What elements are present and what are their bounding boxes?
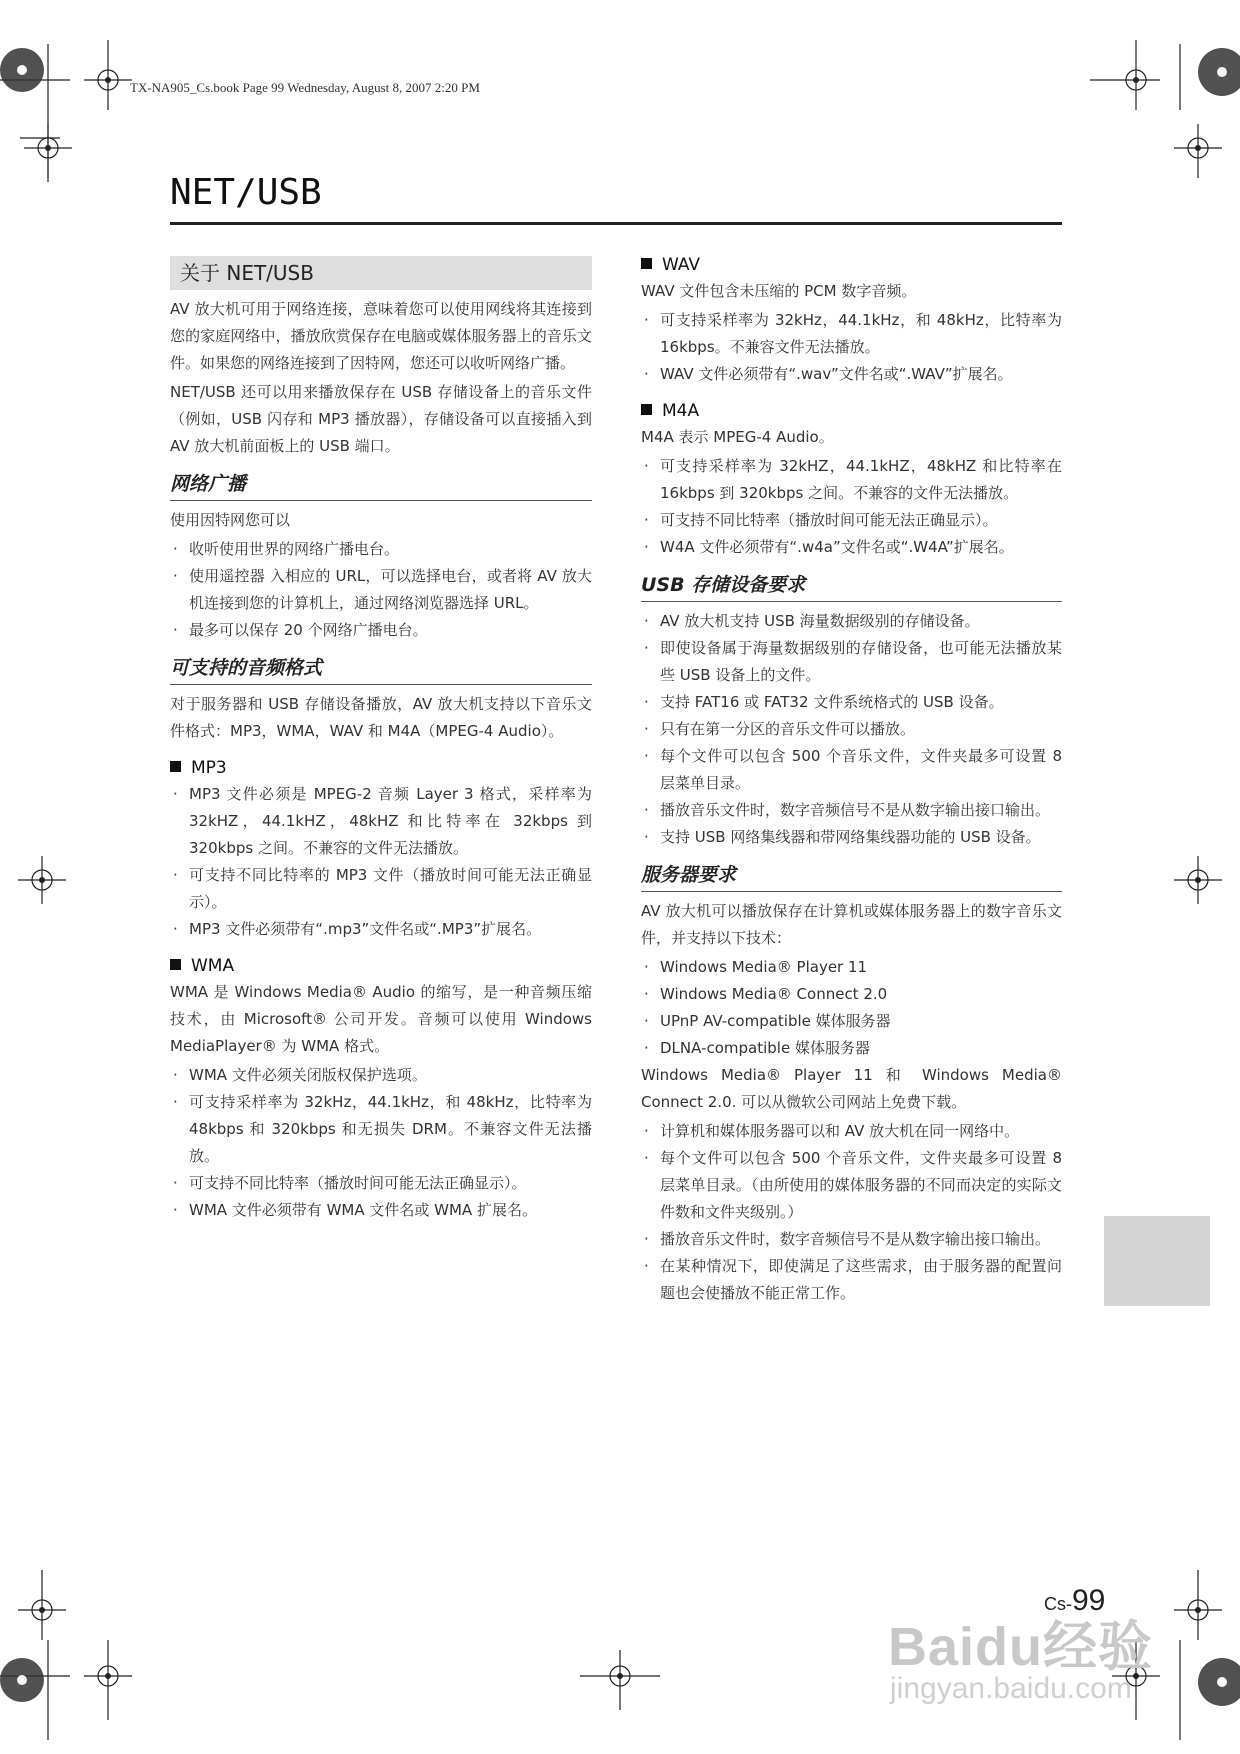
mp3-list: [170, 781, 592, 943]
mp3-subheading: MP3: [170, 755, 592, 781]
page-number: Cs-99: [1044, 1584, 1106, 1617]
page-title: NET/USB: [170, 172, 322, 213]
radio-intro: 使用因特网您可以: [170, 511, 291, 529]
list-item: · WMA 文件必须关闭版权保护选项。: [170, 1062, 592, 1089]
wav-list: [641, 307, 1062, 388]
list-item: · 可支持采样率为 32kHz，44.1kHz，和 48kHz，比特率为 48kbps 和 320kbps 和无损失 DRM。不兼容文件无法播放。: [170, 1089, 592, 1170]
server-tech-list: [641, 954, 1062, 1062]
server-intro: AV 放大机可以播放保存在计算机或媒体服务器上的数字音乐文件，并支持以下技术：: [641, 902, 1062, 947]
list-item: · 可支持采样率为 32kHz，44.1kHz，和 48kHz，比特率为 16kbps。不兼容文件无法播放。: [641, 307, 1062, 361]
about-paragraph-2: NET/USB 还可以用来播放保存在 USB 存储设备上的音乐文件（例如，USB 闪存和 MP3 播放器），存储设备可以直接插入到 AV 放大机前面板上的 USB 端口。: [170, 383, 592, 455]
title-rule: [170, 222, 1062, 225]
wav-subheading: WAV: [641, 252, 1062, 278]
list-item: · 支持 FAT16 或 FAT32 文件系统格式的 USB 设备。: [641, 689, 1062, 716]
formats-intro: 对于服务器和 USB 存储设备播放，AV 放大机支持以下音乐文件格式：MP3，WMA，WAV 和 M4A（MPEG-4 Audio）。: [170, 695, 592, 740]
server-note: Windows Media® Player 11 和 Windows Media® Connect 2.0. 可以从微软公司网站上免费下载。: [641, 1066, 1062, 1111]
server-heading: 服务器要求: [641, 861, 1062, 892]
m4a-list: [641, 453, 1062, 561]
server-list: [641, 1118, 1062, 1307]
about-paragraph-1: AV 放大机可用于网络连接，意味着您可以使用网线将其连接到您的家庭网络中，播放欣赏保存在电脑或媒体服务器上的音乐文件。如果您的网络连接到了因特网，您还可以收听网络广播。: [170, 300, 592, 372]
wma-list: [170, 1062, 592, 1224]
m4a-subheading: M4A: [641, 398, 1062, 424]
radio-heading: 网络广播: [170, 470, 592, 501]
wma-subheading: WMA: [170, 953, 592, 979]
wma-intro: WMA 是 Windows Media® Audio 的缩写，是一种音频压缩技术，由 Microsoft® 公司开发。音频可以使用 Windows MediaPlayer® 为 WMA 格式。: [170, 983, 592, 1055]
list-item: · 收听使用世界的网络广播电台。: [170, 536, 592, 563]
list-item: · W4A 文件必须带有“.w4a”文件名或“.W4A”扩展名。: [641, 534, 1062, 561]
list-item: · 在某种情况下，即使满足了这些需求，由于服务器的配置问题也会使播放不能正常工作。: [641, 1253, 1062, 1307]
list-item: · Windows Media® Connect 2.0: [641, 981, 1062, 1008]
list-item: · 计算机和媒体服务器可以和 AV 放大机在同一网络中。: [641, 1118, 1062, 1145]
list-item: · Windows Media® Player 11: [641, 954, 1062, 981]
list-item: · 支持 USB 网络集线器和带网络集线器功能的 USB 设备。: [641, 824, 1062, 851]
wav-intro: WAV 文件包含未压缩的 PCM 数字音频。: [641, 282, 917, 300]
list-item: · 每个文件可以包含 500 个音乐文件，文件夹最多可设置 8 层菜单目录。（由所使用的媒体服务器的不同而决定的实际文件数和文件夹级别。）: [641, 1145, 1062, 1226]
list-item: · AV 放大机支持 USB 海量数据级别的存储设备。: [641, 608, 1062, 635]
list-item: · 最多可以保存 20 个网络广播电台。: [170, 617, 592, 644]
list-item: · WMA 文件必须带有 WMA 文件名或 WMA 扩展名。: [170, 1197, 592, 1224]
side-tab: [1104, 1216, 1210, 1306]
list-item: · 播放音乐文件时，数字音频信号不是从数字输出接口输出。: [641, 797, 1062, 824]
square-bullet-icon: [641, 258, 652, 269]
right-column: [641, 252, 1062, 1307]
usb-heading: USB 存储设备要求: [641, 571, 1062, 602]
list-item: · 可支持不同比特率（播放时间可能无法正确显示）。: [170, 1170, 592, 1197]
list-item: · UPnP AV-compatible 媒体服务器: [641, 1008, 1062, 1035]
list-item: · DLNA-compatible 媒体服务器: [641, 1035, 1062, 1062]
square-bullet-icon: [641, 404, 652, 415]
square-bullet-icon: [170, 959, 181, 970]
usb-list: [641, 608, 1062, 851]
list-item: · 可支持不同比特率的 MP3 文件（播放时间可能无法正确显示）。: [170, 862, 592, 916]
left-column: [170, 256, 592, 1224]
list-item: · 每个文件可以包含 500 个音乐文件，文件夹最多可设置 8 层菜单目录。: [641, 743, 1062, 797]
radio-list: [170, 536, 592, 644]
list-item: · MP3 文件必须是 MPEG-2 音频 Layer 3 格式，采样率为 32kHZ，44.1kHZ，48kHZ 和比特率在 32kbps 到 320kbps 之间。不兼容的文件无法播放。: [170, 781, 592, 862]
list-item: · 使用遥控器 入相应的 URL，可以选择电台，或者将 AV 放大机连接到您的计算机上，通过网络浏览器选择 URL。: [170, 563, 592, 617]
square-bullet-icon: [170, 761, 181, 772]
about-heading: 关于 NET/USB: [170, 256, 592, 290]
watermark-logo: Baidu经验: [888, 1617, 1154, 1677]
list-item: · 只有在第一分区的音乐文件可以播放。: [641, 716, 1062, 743]
list-item: · MP3 文件必须带有“.mp3”文件名或“.MP3”扩展名。: [170, 916, 592, 943]
list-item: · 播放音乐文件时，数字音频信号不是从数字输出接口输出。: [641, 1226, 1062, 1253]
print-header-line: TX-NA905_Cs.book Page 99 Wednesday, August 8, 2007 2:20 PM: [130, 80, 480, 95]
watermark-url: jingyan.baidu.com: [890, 1672, 1132, 1705]
formats-heading: 可支持的音频格式: [170, 654, 592, 685]
list-item: · 即使设备属于海量数据级别的存储设备，也可能无法播放某些 USB 设备上的文件。: [641, 635, 1062, 689]
m4a-intro: M4A 表示 MPEG-4 Audio。: [641, 428, 834, 446]
list-item: · 可支持不同比特率（播放时间可能无法正确显示）。: [641, 507, 1062, 534]
list-item: · WAV 文件必须带有“.wav”文件名或“.WAV”扩展名。: [641, 361, 1062, 388]
list-item: · 可支持采样率为 32kHZ，44.1kHZ，48kHZ 和比特率在 16kbps 到 320kbps 之间。不兼容的文件无法播放。: [641, 453, 1062, 507]
